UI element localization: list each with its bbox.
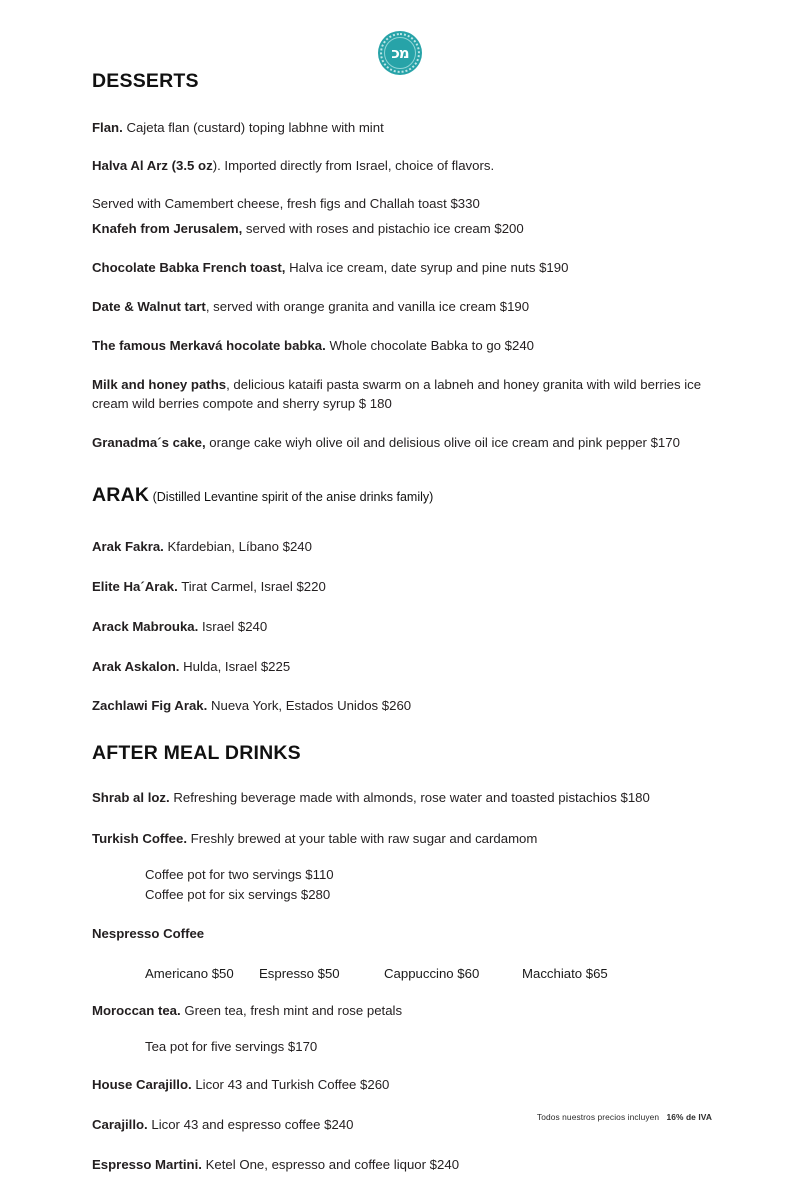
menu-item: [92, 578, 712, 597]
nespresso-option: Americano $50: [145, 965, 234, 981]
desserts-heading-text: DESSERTS: [92, 70, 199, 92]
item-name: Granadma´s cake,: [92, 434, 206, 450]
menu-item: [92, 259, 712, 278]
arak-heading-text: ARAK: [92, 484, 150, 507]
item-desc: Green tea, fresh mint and rose petals: [180, 1002, 403, 1018]
menu-item: [92, 119, 712, 138]
item-desc: Cajeta flan (custard) toping labhne with mint: [122, 120, 384, 135]
pot-option-label: Coffee pot for six servings $280: [145, 887, 331, 903]
pot-option-label: Coffee pot for two servings $110: [145, 867, 334, 883]
menu-item: [92, 434, 712, 453]
item-name: Zachlawi Fig Arak.: [92, 698, 208, 714]
nespresso-option: Espresso $50: [259, 965, 340, 981]
item-desc: Served with Camembert cheese, fresh figs and Challah toast $330: [92, 196, 480, 212]
item-desc: Halva ice cream, date syrup and pine nuts $190: [285, 259, 569, 275]
tax-disclaimer-text: Todos nuestros precios incluyen: [536, 1112, 660, 1122]
item-desc: , served with orange granita and vanilla ice cream $190: [205, 298, 530, 314]
nespresso-option: Macchiato $65: [522, 965, 608, 981]
item-name: Carajillo.: [92, 1116, 148, 1132]
turkish-coffee-pot-option: [92, 886, 712, 905]
tax-rate: 16% de IVA: [666, 1112, 712, 1122]
section-title-arak: [92, 484, 712, 507]
item-desc: Tirat Carmel, Israel $220: [177, 579, 326, 595]
item-name: Flan.: [92, 120, 123, 135]
menu-item: [92, 1076, 712, 1095]
after-meal-drinks-heading-text: AFTER MEAL DRINKS: [92, 742, 301, 765]
item-desc: Kfardebian, Líbano $240: [163, 539, 312, 555]
item-name: House Carajillo.: [92, 1077, 192, 1093]
item-name: Arack Mabrouka.: [92, 618, 199, 634]
item-desc: Israel $240: [198, 618, 268, 634]
item-desc: Hulda, Israel $225: [179, 658, 291, 674]
item-desc: Nueva York, Estados Unidos $260: [207, 698, 412, 714]
item-desc: Licor 43 and espresso coffee $240: [147, 1116, 354, 1132]
item-desc: Whole chocolate Babka to go $240: [325, 338, 535, 354]
menu-item: [92, 925, 712, 944]
menu-item: [92, 830, 712, 849]
item-name: Espresso Martini.: [92, 1156, 202, 1172]
item-name: Chocolate Babka French toast,: [92, 259, 286, 275]
turkish-coffee-pot-option: [92, 866, 712, 885]
menu-item: [92, 618, 712, 637]
item-name: Moroccan tea.: [92, 1002, 181, 1018]
item-name: Elite Ha´Arak.: [92, 579, 178, 595]
item-name: Date & Walnut tart: [92, 298, 206, 314]
menu-content: [92, 0, 712, 1174]
nespresso-option: Cappuccino $60: [384, 965, 480, 981]
menu-item: [92, 538, 712, 557]
item-name: Shrab al loz.: [92, 790, 170, 806]
menu-item: [92, 1002, 712, 1021]
item-name: Turkish Coffee.: [92, 830, 188, 846]
item-desc: ). Imported directly from Israel, choice of flavors.: [212, 157, 495, 173]
item-name: Milk and honey paths: [92, 377, 227, 393]
menu-item: [92, 157, 712, 176]
section-title-desserts: [92, 70, 712, 93]
item-desc: Licor 43 and Turkish Coffee $260: [191, 1077, 390, 1093]
item-name: Nespresso Coffee: [92, 925, 205, 941]
item-name: Knafeh from Jerusalem,: [92, 221, 243, 237]
logo-monogram: מכ: [391, 43, 409, 62]
tax-disclaimer: [537, 1112, 712, 1122]
tea-pot-option: [92, 1038, 712, 1057]
menu-item: [92, 697, 712, 716]
item-desc: , delicious kataifi pasta swarm on a labneh and honey granita with wild berries ice cream wild berries compote and sherry syrup $ 180: [92, 377, 702, 411]
menu-item: [92, 1156, 712, 1175]
item-name: Arak Fakra.: [92, 539, 164, 555]
item-name: The famous Merkavá hocolate babka.: [92, 338, 326, 354]
menu-item: [92, 376, 712, 413]
item-desc: orange cake wiyh olive oil and delisious olive oil ice cream and pink pepper $170: [205, 434, 680, 450]
menu-item: [92, 195, 712, 214]
item-desc: served with roses and pistachio ice cream $200: [242, 221, 524, 237]
menu-item: [92, 337, 712, 356]
section-title-after-meal-drinks: [92, 742, 712, 765]
menu-item: [92, 298, 712, 317]
pot-option-label: Tea pot for five servings $170: [145, 1039, 318, 1055]
nespresso-options-row: [92, 966, 712, 981]
menu-item: [92, 789, 712, 808]
arak-heading-subtitle: (Distilled Levantine spirit of the anise drinks family): [149, 490, 434, 505]
item-desc: Refreshing beverage made with almonds, rose water and toasted pistachios $180: [169, 790, 650, 806]
menu-item: [92, 658, 712, 677]
item-desc: Ketel One, espresso and coffee liquor $240: [201, 1156, 460, 1172]
item-desc: Freshly brewed at your table with raw sugar and cardamom: [187, 830, 538, 846]
menu-item: [92, 220, 712, 239]
item-name: Halva Al Arz (3.5 oz: [92, 157, 213, 173]
item-name: Arak Askalon.: [92, 658, 180, 674]
